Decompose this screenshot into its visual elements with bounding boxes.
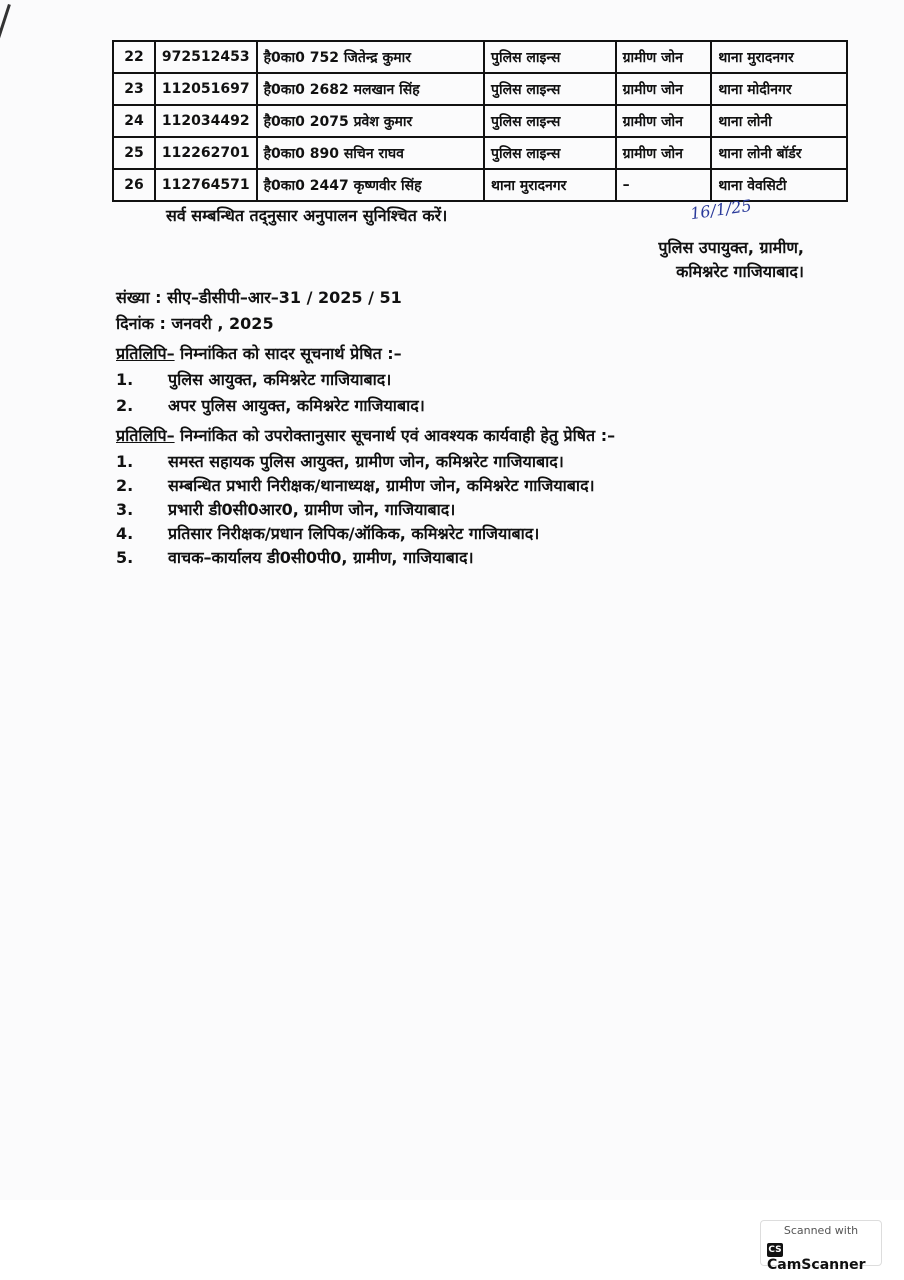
posted-to-cell: थाना मोदीनगर bbox=[711, 73, 847, 105]
zone-cell: ग्रामीण जोन bbox=[616, 137, 712, 169]
copy1-item bbox=[116, 368, 391, 390]
posted-from-cell: पुलिस लाइन्स bbox=[484, 41, 616, 73]
rank-name-cell: है0का0 2682 मलखान सिंह bbox=[257, 73, 484, 105]
table-row bbox=[113, 41, 847, 73]
pno-cell: 112764571 bbox=[155, 169, 257, 201]
copy2-item bbox=[116, 546, 474, 568]
item-text: वाचक–कार्यालय डी0सी0पी0, ग्रामीण, गाजियाबाद। bbox=[168, 548, 474, 567]
item-number: 3. bbox=[116, 500, 134, 519]
zone-cell: ग्रामीण जोन bbox=[616, 105, 712, 137]
reference-number: संख्या : सीए–डीसीपी–आर–31 / 2025 / 51 bbox=[116, 288, 402, 307]
copy2-item bbox=[116, 450, 564, 472]
copy-heading-2 bbox=[116, 424, 615, 446]
signature-scribble: 16/1/25 bbox=[688, 195, 753, 224]
posted-to-cell: थाना लोनी बॉर्डर bbox=[711, 137, 847, 169]
zone-cell: ग्रामीण जोन bbox=[616, 73, 712, 105]
table-row bbox=[113, 137, 847, 169]
copy-label: प्रतिलिपि– bbox=[116, 426, 175, 445]
pno-cell: 112262701 bbox=[155, 137, 257, 169]
item-text: प्रतिसार निरीक्षक/प्रधान लिपिक/ऑकिक, कमिश्नरेट गाजियाबाद। bbox=[168, 524, 540, 543]
copy2-item bbox=[116, 498, 455, 520]
scanner-brand-name: CamScanner bbox=[767, 1257, 866, 1273]
posted-to-cell: थाना वेवसिटी bbox=[711, 169, 847, 201]
serial-number-cell: 24 bbox=[113, 105, 155, 137]
item-number: 1. bbox=[116, 370, 134, 389]
item-number: 1. bbox=[116, 452, 134, 471]
serial-number-cell: 26 bbox=[113, 169, 155, 201]
item-number: 4. bbox=[116, 524, 134, 543]
item-number: 2. bbox=[116, 396, 134, 415]
rank-name-cell: है0का0 890 सचिन राघव bbox=[257, 137, 484, 169]
item-text: समस्त सहायक पुलिस आयुक्त, ग्रामीण जोन, कमिश्नरेट गाजियाबाद। bbox=[168, 452, 564, 471]
posted-from-cell: थाना मुरादनगर bbox=[484, 169, 616, 201]
zone-cell: ग्रामीण जोन bbox=[616, 41, 712, 73]
item-text: अपर पुलिस आयुक्त, कमिश्नरेट गाजियाबाद। bbox=[168, 396, 425, 415]
item-number: 5. bbox=[116, 548, 134, 567]
reference-date: दिनांक : जनवरी , 2025 bbox=[116, 314, 274, 333]
camscanner-logo-icon: CS bbox=[768, 1245, 782, 1255]
copy-text: निम्नांकित को सादर सूचनार्थ प्रेषित :– bbox=[174, 344, 402, 363]
serial-number-cell: 22 bbox=[113, 41, 155, 73]
scanner-caption: Scanned with bbox=[783, 1224, 859, 1237]
copy-label: प्रतिलिपि– bbox=[116, 344, 175, 363]
copy-text: निम्नांकित को उपरोक्तानुसार सूचनार्थ एवं आवश्यक कार्यवाही हेतु प्रेषित :– bbox=[174, 426, 616, 445]
pno-cell: 972512453 bbox=[155, 41, 257, 73]
table-row bbox=[113, 105, 847, 137]
signatory-designation: पुलिस उपायुक्त, ग्रामीण, bbox=[658, 238, 804, 257]
rank-name-cell: है0का0 752 जितेन्द्र कुमार bbox=[257, 41, 484, 73]
item-text: सम्बन्धित प्रभारी निरीक्षक/थानाध्यक्ष, ग्रामीण जोन, कमिश्नरेट गाजियाबाद। bbox=[168, 476, 595, 495]
rank-name-cell: है0का0 2447 कृष्णवीर सिंह bbox=[257, 169, 484, 201]
signatory-office: कमिश्नरेट गाजियाबाद। bbox=[676, 262, 804, 281]
item-number: 2. bbox=[116, 476, 134, 495]
serial-number-cell: 23 bbox=[113, 73, 155, 105]
pno-cell: 112034492 bbox=[155, 105, 257, 137]
zone-cell: – bbox=[616, 169, 712, 201]
copy-heading-1 bbox=[116, 342, 402, 364]
pno-cell: 112051697 bbox=[155, 73, 257, 105]
transfer-table bbox=[112, 40, 848, 202]
posted-to-cell: थाना लोनी bbox=[711, 105, 847, 137]
table-row bbox=[113, 169, 847, 201]
posted-from-cell: पुलिस लाइन्स bbox=[484, 137, 616, 169]
table-row bbox=[113, 73, 847, 105]
copy2-item bbox=[116, 474, 595, 496]
posted-to-cell: थाना मुरादनगर bbox=[711, 41, 847, 73]
camscanner-watermark bbox=[760, 1220, 882, 1273]
copy1-item bbox=[116, 394, 425, 416]
item-text: प्रभारी डी0सी0आर0, ग्रामीण जोन, गाजियाबाद। bbox=[168, 500, 456, 519]
posted-from-cell: पुलिस लाइन्स bbox=[484, 73, 616, 105]
serial-number-cell: 25 bbox=[113, 137, 155, 169]
item-text: पुलिस आयुक्त, कमिश्नरेट गाजियाबाद। bbox=[168, 370, 392, 389]
rank-name-cell: है0का0 2075 प्रवेश कुमार bbox=[257, 105, 484, 137]
instruction-text: सर्व सम्बन्धित तद्नुसार अनुपालन सुनिश्चित करें। bbox=[166, 206, 448, 225]
scanner-brand bbox=[767, 1241, 881, 1273]
posted-from-cell: पुलिस लाइन्स bbox=[484, 105, 616, 137]
copy2-item bbox=[116, 522, 539, 544]
